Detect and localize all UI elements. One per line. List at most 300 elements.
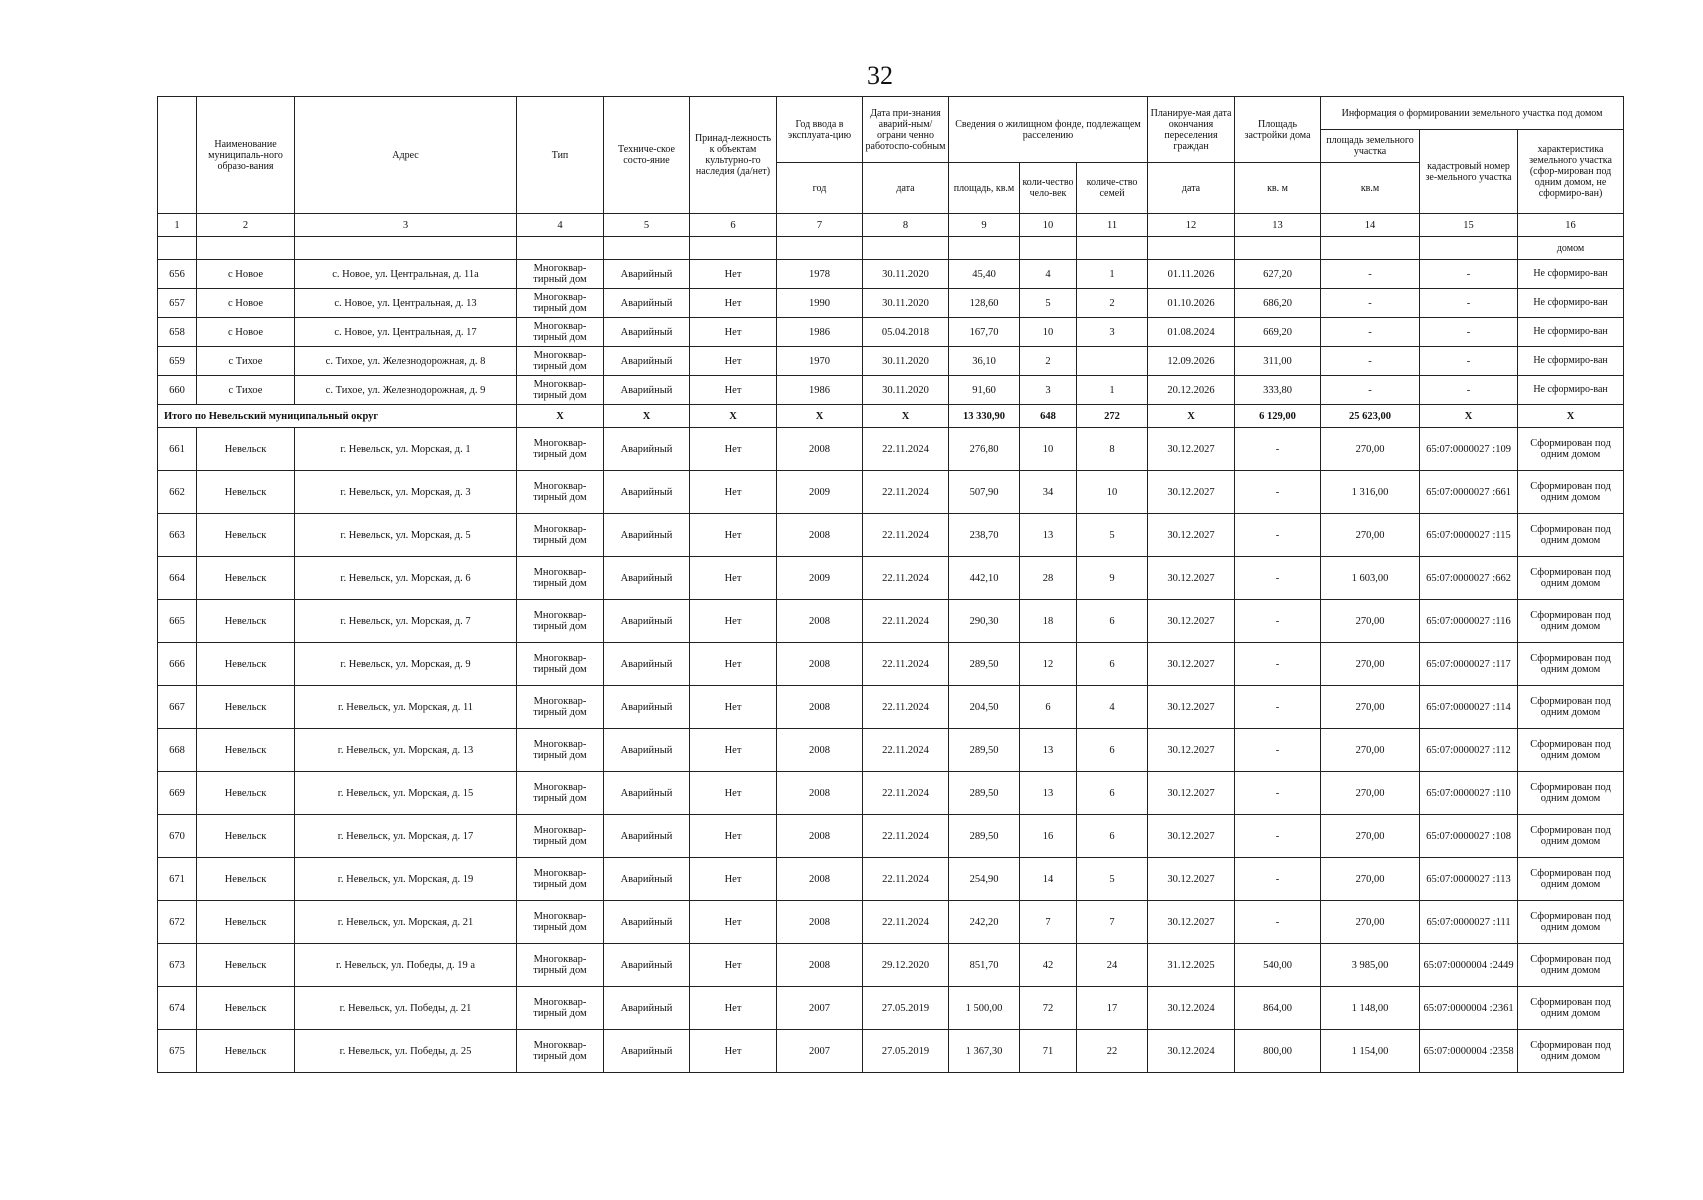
cell-emergency-date: 22.11.2024 [863,858,949,901]
cell-footprint: - [1235,643,1321,686]
cell-land-characteristic: Не сформиро-ван [1518,318,1624,347]
cell-land-characteristic: Сформирован под одним домом [1518,686,1624,729]
cell-planned-date: 30.12.2027 [1148,600,1235,643]
cell-area: 276,80 [949,428,1020,471]
cell-address: с. Тихое, ул. Железнодорожная, д. 9 [295,376,517,405]
cell-planned-date: 20.12.2026 [1148,376,1235,405]
table-row [158,557,1624,600]
cell-index: 670 [158,815,197,858]
header-index [158,97,197,214]
cell-families: 5 [1077,858,1148,901]
column-number: 13 [1235,214,1321,237]
table-row [158,944,1624,987]
cell-planned-date: 30.12.2024 [1148,987,1235,1030]
cell-cadastral-number: 65:07:0000027 :112 [1420,729,1518,772]
cell-planned-date: 01.08.2024 [1148,318,1235,347]
cell-tech-state: Аварийный [604,858,690,901]
cell-index: 664 [158,557,197,600]
cell-land-characteristic: Сформирован под одним домом [1518,901,1624,944]
cell-footprint: - [1235,428,1321,471]
cell-address: г. Невельск, ул. Морская, д. 5 [295,514,517,557]
cell-families: 2 [1077,289,1148,318]
cell-area: 1 367,30 [949,1030,1020,1073]
cell-families: 22 [1077,1030,1148,1073]
cell-type: Многоквар-тирный дом [517,557,604,600]
cell-planned-date: 30.12.2027 [1148,815,1235,858]
cell-footprint: - [1235,815,1321,858]
cell-land-characteristic: Сформирован под одним домом [1518,944,1624,987]
cell-year: 1990 [777,289,863,318]
cell-index: 674 [158,987,197,1030]
cell-type: Многоквар-тирный дом [517,471,604,514]
cell-emergency-date: 22.11.2024 [863,643,949,686]
cell-year: 1970 [777,347,863,376]
table-row [158,471,1624,514]
column-number: 14 [1321,214,1420,237]
cell-land-area: 270,00 [1321,815,1420,858]
cell-land-area: - [1321,318,1420,347]
cell-area: 289,50 [949,643,1020,686]
header-commissioning: Год ввода в эксплуата-цию [777,97,863,163]
cell-tech-state: Аварийный [604,729,690,772]
total-footprint: 6 129,00 [1235,405,1321,428]
table-row [158,514,1624,557]
cell-cadastral-number: 65:07:0000004 :2449 [1420,944,1518,987]
cell-tech-state: Аварийный [604,428,690,471]
table-row [158,815,1624,858]
cell-land-characteristic: Не сформиро-ван [1518,376,1624,405]
cell-year: 1978 [777,260,863,289]
cell-cadastral-number: 65:07:0000027 :662 [1420,557,1518,600]
cell-emergency-date: 27.05.2019 [863,1030,949,1073]
column-number: 10 [1020,214,1077,237]
cell-footprint: - [1235,686,1321,729]
cell-year: 2008 [777,686,863,729]
column-number: 15 [1420,214,1518,237]
cell-type: Многоквар-тирный дом [517,318,604,347]
cell-address: г. Невельск, ул. Морская, д. 6 [295,557,517,600]
cell-families: 24 [1077,944,1148,987]
total-date: X [863,405,949,428]
cell-type: Многоквар-тирный дом [517,729,604,772]
total-families: 272 [1077,405,1148,428]
cell-people: 34 [1020,471,1077,514]
cell-heritage: Нет [690,987,777,1030]
cell-families: 6 [1077,815,1148,858]
cell-type: Многоквар-тирный дом [517,643,604,686]
cell-cadastral-number: 65:07:0000027 :108 [1420,815,1518,858]
cell-tech-state: Аварийный [604,643,690,686]
cell-year: 2008 [777,858,863,901]
table-row [158,428,1624,471]
cell-municipality: Невельск [197,600,295,643]
cell-type: Многоквар-тирный дом [517,428,604,471]
cell-footprint: - [1235,471,1321,514]
table-row [158,347,1624,376]
cell-people: 18 [1020,600,1077,643]
cell-cadastral-number: 65:07:0000027 :110 [1420,772,1518,815]
cell-footprint: - [1235,858,1321,901]
cell-index: 668 [158,729,197,772]
cell-municipality: с Тихое [197,347,295,376]
cell-area: 45,40 [949,260,1020,289]
cell-type: Многоквар-тирный дом [517,686,604,729]
cell-cadastral-number: 65:07:0000027 :114 [1420,686,1518,729]
cell-type: Многоквар-тирный дом [517,514,604,557]
cell-emergency-date: 29.12.2020 [863,944,949,987]
cell-emergency-date: 22.11.2024 [863,514,949,557]
cell-address: г. Невельск, ул. Морская, д. 7 [295,600,517,643]
table-row [158,686,1624,729]
cell-type: Многоквар-тирный дом [517,376,604,405]
cell-tech-state: Аварийный [604,772,690,815]
total-type: X [517,405,604,428]
cell-planned-date: 30.12.2027 [1148,772,1235,815]
cell-heritage: Нет [690,289,777,318]
cell-planned-date: 01.10.2026 [1148,289,1235,318]
cell-cadastral-number: 65:07:0000004 :2358 [1420,1030,1518,1073]
cell-planned-date: 30.12.2027 [1148,643,1235,686]
cell-land-area: 1 603,00 [1321,557,1420,600]
cell-heritage: Нет [690,376,777,405]
cell-index: 662 [158,471,197,514]
cell-land-area: 1 154,00 [1321,1030,1420,1073]
cell-cadastral-number: 65:07:0000027 :109 [1420,428,1518,471]
cell-families: 5 [1077,514,1148,557]
cell-footprint: 311,00 [1235,347,1321,376]
cell-land-characteristic: Сформирован под одним домом [1518,987,1624,1030]
cell-area: 128,60 [949,289,1020,318]
table-row [158,289,1624,318]
cell-emergency-date: 30.11.2020 [863,260,949,289]
cell-emergency-date: 30.11.2020 [863,289,949,318]
cell-planned-date: 30.12.2027 [1148,471,1235,514]
cell-type: Многоквар-тирный дом [517,260,604,289]
cell-index: 661 [158,428,197,471]
cell-year: 1986 [777,318,863,347]
cell-land-area: 270,00 [1321,729,1420,772]
cell-tech-state: Аварийный [604,514,690,557]
cell-footprint: - [1235,600,1321,643]
cell-families: 17 [1077,987,1148,1030]
cell-tech-state: Аварийный [604,944,690,987]
cell-people: 5 [1020,289,1077,318]
cell-address: г. Невельск, ул. Морская, д. 21 [295,901,517,944]
cell-index: 666 [158,643,197,686]
cell-emergency-date: 22.11.2024 [863,471,949,514]
cell-municipality: Невельск [197,686,295,729]
cell-address: с. Новое, ул. Центральная, д. 11а [295,260,517,289]
cell-heritage: Нет [690,643,777,686]
cell-municipality: Невельск [197,944,295,987]
cell-people: 10 [1020,318,1077,347]
header-emergency-date: дата [863,163,949,214]
cell-heritage: Нет [690,600,777,643]
housing-register-table [157,96,1624,1073]
cell-emergency-date: 30.11.2020 [863,376,949,405]
total-people: 648 [1020,405,1077,428]
cell-heritage: Нет [690,1030,777,1073]
header-tech-state: Техниче-ское состо-яние [604,97,690,214]
cell-index: 671 [158,858,197,901]
cell-tech-state: Аварийный [604,318,690,347]
total-land-char: X [1518,405,1624,428]
cell-families: 6 [1077,643,1148,686]
cell-type: Многоквар-тирный дом [517,289,604,318]
cell-people: 14 [1020,858,1077,901]
cell-heritage: Нет [690,514,777,557]
cell-address: г. Невельск, ул. Морская, д. 19 [295,858,517,901]
cell-heritage: Нет [690,428,777,471]
cell-municipality: Невельск [197,428,295,471]
cell-cadastral-number: - [1420,260,1518,289]
cell-footprint: 686,20 [1235,289,1321,318]
column-number: 9 [949,214,1020,237]
cell-planned-date: 30.12.2027 [1148,428,1235,471]
cell-emergency-date: 22.11.2024 [863,557,949,600]
table-row [158,643,1624,686]
cell-people: 28 [1020,557,1077,600]
cell-land-characteristic: Не сформиро-ван [1518,289,1624,318]
cell-planned-date: 30.12.2027 [1148,686,1235,729]
cell-families: 9 [1077,557,1148,600]
column-number: 5 [604,214,690,237]
cell-emergency-date: 05.04.2018 [863,318,949,347]
cell-planned-date: 01.11.2026 [1148,260,1235,289]
cell-land-characteristic: Не сформиро-ван [1518,347,1624,376]
cell-emergency-date: 27.05.2019 [863,987,949,1030]
cell-families: 4 [1077,686,1148,729]
cell-footprint: - [1235,557,1321,600]
cell-footprint: 669,20 [1235,318,1321,347]
cell-year: 2009 [777,557,863,600]
cell-cadastral-number: 65:07:0000027 :115 [1420,514,1518,557]
table-row [158,260,1624,289]
header-footprint-unit: кв. м [1235,163,1321,214]
cell-people: 10 [1020,428,1077,471]
column-number: 2 [197,214,295,237]
cell-footprint: 800,00 [1235,1030,1321,1073]
cell-cadastral-number: 65:07:0000004 :2361 [1420,987,1518,1030]
cell-land-characteristic: Сформирован под одним домом [1518,514,1624,557]
total-planned: X [1148,405,1235,428]
table-body [158,214,1624,1073]
cell-planned-date: 30.12.2027 [1148,901,1235,944]
total-heritage: X [690,405,777,428]
cell-heritage: Нет [690,729,777,772]
cell-land-area: - [1321,347,1420,376]
cell-land-characteristic: Сформирован под одним домом [1518,600,1624,643]
cell-cadastral-number: - [1420,318,1518,347]
cell-people: 71 [1020,1030,1077,1073]
column-number: 3 [295,214,517,237]
cell-land-area: 270,00 [1321,514,1420,557]
cell-land-characteristic: Сформирован под одним домом [1518,772,1624,815]
cell-land-characteristic: Сформирован под одним домом [1518,471,1624,514]
cell-land-area: 1 316,00 [1321,471,1420,514]
cell-area: 289,50 [949,772,1020,815]
cell-heritage: Нет [690,471,777,514]
cell-area: 1 500,00 [949,987,1020,1030]
cell-year: 2007 [777,987,863,1030]
cell-year: 2008 [777,901,863,944]
header-building-footprint: Площадь застройки дома [1235,97,1321,163]
cell-footprint: 864,00 [1235,987,1321,1030]
cell-footprint: - [1235,729,1321,772]
cell-year: 2007 [777,1030,863,1073]
cell-families [1077,347,1148,376]
cell-index: 658 [158,318,197,347]
cell-families: 1 [1077,260,1148,289]
cell-address: г. Невельск, ул. Морская, д. 17 [295,815,517,858]
cell-year: 2008 [777,772,863,815]
table-row [158,318,1624,347]
cell-area: 851,70 [949,944,1020,987]
cell-cadastral-number: - [1420,376,1518,405]
cell-year: 2008 [777,729,863,772]
cell-people: 13 [1020,729,1077,772]
cell-type: Многоквар-тирный дом [517,987,604,1030]
cell-people: 6 [1020,686,1077,729]
cell-cadastral-number: 65:07:0000027 :111 [1420,901,1518,944]
cell-emergency-date: 22.11.2024 [863,600,949,643]
cell-people: 13 [1020,772,1077,815]
cell-address: с. Новое, ул. Центральная, д. 13 [295,289,517,318]
cell-municipality: Невельск [197,815,295,858]
cell-land-area: 270,00 [1321,643,1420,686]
cell-year: 2009 [777,471,863,514]
cell-index: 665 [158,600,197,643]
cell-municipality: с Новое [197,289,295,318]
cell-index: 663 [158,514,197,557]
cell-area: 167,70 [949,318,1020,347]
cell-families: 1 [1077,376,1148,405]
cell-planned-date: 30.12.2027 [1148,729,1235,772]
cell-families: 6 [1077,772,1148,815]
cell-heritage: Нет [690,260,777,289]
cell-type: Многоквар-тирный дом [517,944,604,987]
cell-emergency-date: 22.11.2024 [863,428,949,471]
cell-people: 4 [1020,260,1077,289]
cell-emergency-date: 22.11.2024 [863,729,949,772]
total-state: X [604,405,690,428]
cell-land-characteristic: Сформирован под одним домом [1518,858,1624,901]
cell-people: 72 [1020,987,1077,1030]
cell-planned-date: 30.12.2027 [1148,557,1235,600]
cell-address: г. Невельск, ул. Морская, д. 13 [295,729,517,772]
cell-footprint: 540,00 [1235,944,1321,987]
column-number: 8 [863,214,949,237]
header-year: год [777,163,863,214]
cell-land-characteristic: Сформирован под одним домом [1518,557,1624,600]
total-area: 13 330,90 [949,405,1020,428]
cell-index: 667 [158,686,197,729]
cell-address: г. Невельск, ул. Победы, д. 25 [295,1030,517,1073]
cell-cadastral-number: - [1420,289,1518,318]
column-number: 11 [1077,214,1148,237]
cell-type: Многоквар-тирный дом [517,600,604,643]
cell-address: г. Невельск, ул. Морская, д. 3 [295,471,517,514]
cell-tech-state: Аварийный [604,347,690,376]
cell-index: 659 [158,347,197,376]
cell-address: г. Невельск, ул. Морская, д. 9 [295,643,517,686]
cell-municipality: с Новое [197,260,295,289]
cell-emergency-date: 22.11.2024 [863,772,949,815]
cell-year: 1986 [777,376,863,405]
cell-index: 660 [158,376,197,405]
cell-land-area: 270,00 [1321,686,1420,729]
cell-municipality: Невельск [197,772,295,815]
cell-families: 7 [1077,901,1148,944]
column-number: 1 [158,214,197,237]
cell-emergency-date: 22.11.2024 [863,901,949,944]
cell-emergency-date: 22.11.2024 [863,815,949,858]
cell-land-area: 270,00 [1321,428,1420,471]
cell-land-area: 270,00 [1321,600,1420,643]
cell-area: 507,90 [949,471,1020,514]
cell-municipality: с Тихое [197,376,295,405]
cell-land-characteristic: Сформирован под одним домом [1518,815,1624,858]
table-row [158,376,1624,405]
page-number: 32 [867,61,893,90]
total-row [158,405,1624,428]
cell-families: 6 [1077,729,1148,772]
cell-footprint: 627,20 [1235,260,1321,289]
cell-land-area: - [1321,376,1420,405]
cell-land-characteristic: Сформирован под одним домом [1518,729,1624,772]
column-number: 16 [1518,214,1624,237]
cell-year: 2008 [777,643,863,686]
cell-land-area: 270,00 [1321,901,1420,944]
total-land-area: 25 623,00 [1321,405,1420,428]
cell-index: 675 [158,1030,197,1073]
cell-land-characteristic: Сформирован под одним домом [1518,428,1624,471]
cell-type: Многоквар-тирный дом [517,815,604,858]
cell-index: 672 [158,901,197,944]
cell-people: 7 [1020,901,1077,944]
header-planned-date: дата [1148,163,1235,214]
cell-area: 204,50 [949,686,1020,729]
cell-area: 91,60 [949,376,1020,405]
cell-people: 3 [1020,376,1077,405]
cell-tech-state: Аварийный [604,686,690,729]
cell-land-area: - [1321,289,1420,318]
cell-planned-date: 31.12.2025 [1148,944,1235,987]
cell-municipality: Невельск [197,557,295,600]
column-number: 7 [777,214,863,237]
header-housing-info: Сведения о жилищном фонде, подлежащем расселению [949,97,1148,163]
cell-heritage: Нет [690,944,777,987]
cell-type: Многоквар-тирный дом [517,901,604,944]
cell-tech-state: Аварийный [604,901,690,944]
table-row [158,600,1624,643]
header-type: Тип [517,97,604,214]
cell-municipality: Невельск [197,729,295,772]
cell-people: 2 [1020,347,1077,376]
cell-municipality: Невельск [197,643,295,686]
header-municipality: Наименование муниципаль-ного образо-вания [197,97,295,214]
total-year: X [777,405,863,428]
cell-heritage: Нет [690,557,777,600]
cell-tech-state: Аварийный [604,987,690,1030]
cell-families: 10 [1077,471,1148,514]
header-address: Адрес [295,97,517,214]
cell-municipality: Невельск [197,901,295,944]
cell-land-characteristic: Сформирован под одним домом [1518,643,1624,686]
cell-land-area: 270,00 [1321,858,1420,901]
cell-year: 2008 [777,600,863,643]
cell-people: 13 [1020,514,1077,557]
